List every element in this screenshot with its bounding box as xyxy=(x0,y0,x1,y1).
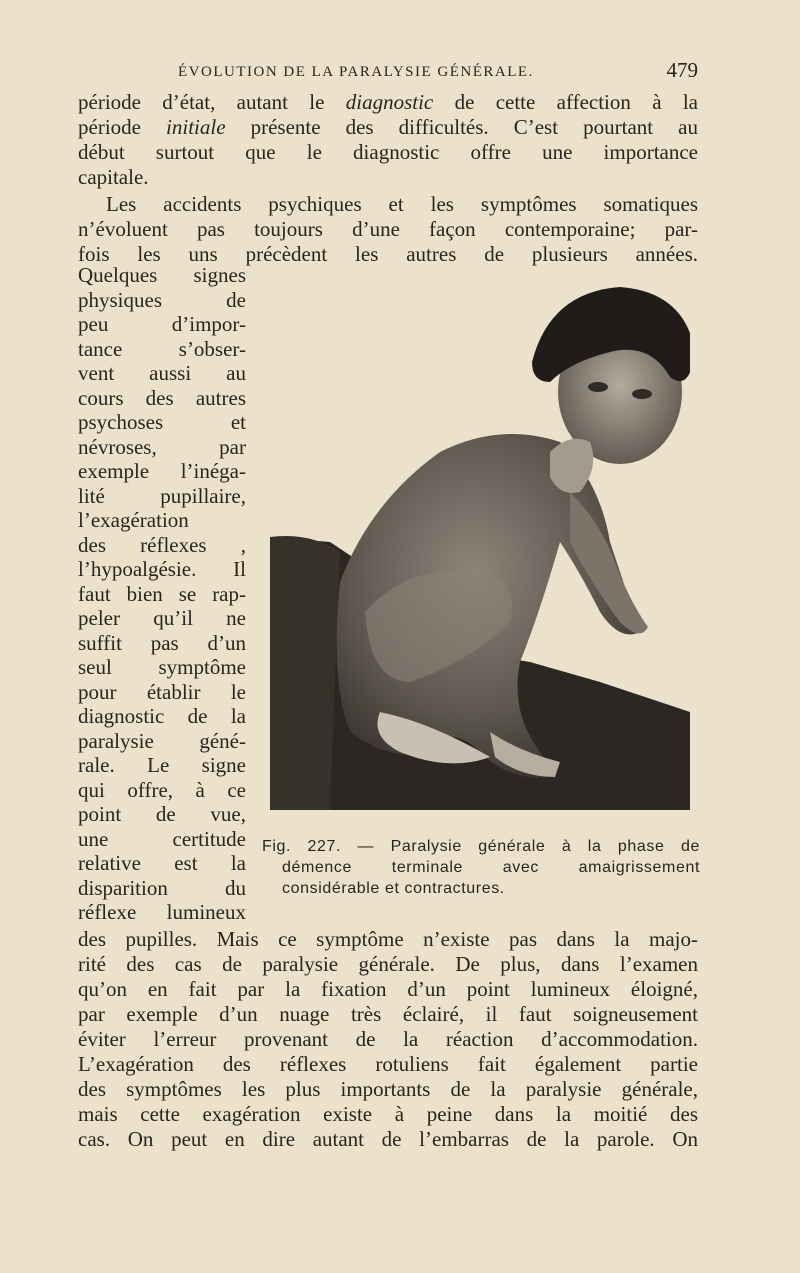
page-number: 479 xyxy=(666,58,698,82)
text-line: peler qu’il ne xyxy=(78,606,246,630)
text-line: suffit pas d’un xyxy=(78,630,246,655)
text-line: pour établir le xyxy=(78,679,246,704)
text-line: vent aussi au xyxy=(78,361,246,385)
text-line: réflexe lumineux xyxy=(78,900,246,924)
text-line: fois les uns précèdent les autres de plusieurs années. xyxy=(78,242,698,266)
text-line: qui offre, à ce xyxy=(78,777,246,802)
text-line: seul symptôme xyxy=(78,655,246,679)
text-line: n’évoluent pas toujours d’une façon contemporaine; par- xyxy=(78,217,698,241)
text-line: paralysie géné- xyxy=(78,728,246,753)
text-line: éviter l’erreur provenant de la réaction d’accommodation. xyxy=(78,1027,698,1051)
text-line: capitale. xyxy=(78,165,149,189)
text-line: faut bien se rap- xyxy=(78,581,246,606)
text-line: mais cette exagération existe à peine dans la moitié des xyxy=(78,1102,698,1126)
text-line: rité des cas de paralysie générale. De plus, dans l’examen xyxy=(78,952,698,976)
text-line: tance s’obser- xyxy=(78,336,246,361)
text-line: une certitude xyxy=(78,826,246,851)
text-line: lité pupillaire, xyxy=(78,483,246,508)
caption-line: considérable et contractures. xyxy=(282,880,505,897)
text-line: Quelques signes xyxy=(78,263,246,287)
text-line: des pupilles. Mais ce symptôme n’existe pas dans la majo- xyxy=(78,927,698,951)
text-line: diagnostic de la xyxy=(78,704,246,728)
text-line: qu’on en fait par la fixation d’un point lumineux éloigné, xyxy=(78,977,698,1001)
text-line: point de vue, xyxy=(78,802,246,826)
text-line: période d’état, autant le diagnostic de cette affection à la xyxy=(78,90,698,114)
text-line: cours des autres xyxy=(78,385,246,410)
text-line: cas. On peut en dire autant de l’embarras de la parole. On xyxy=(78,1127,698,1151)
caption-line: Fig. 227. — Paralysie générale à la phase de xyxy=(262,838,700,855)
text-line: des symptômes les plus importants de la paralysie générale, xyxy=(78,1077,698,1101)
text-line: peu d’impor- xyxy=(78,312,246,336)
figure-caption xyxy=(262,836,700,899)
text-line: des réflexes , xyxy=(78,532,246,557)
text-line: disparition du xyxy=(78,875,246,900)
paragraph-2 xyxy=(78,192,698,267)
text-line: exemple l’inéga- xyxy=(78,459,246,483)
text-line: l’hypoalgésie. Il xyxy=(78,557,246,581)
text-line: L’exagération des réflexes rotuliens fait également partie xyxy=(78,1052,698,1076)
text-line: par exemple d’un nuage très éclairé, il faut soigneusement xyxy=(78,1002,698,1026)
paragraph-3 xyxy=(78,927,698,1152)
page-header xyxy=(78,58,698,88)
text-line: rale. Le signe xyxy=(78,753,246,777)
caption-line: démence terminale avec amaigrissement xyxy=(282,859,700,876)
text-line: physiques de xyxy=(78,287,246,312)
text-line: l’exagération xyxy=(78,508,189,532)
narrow-text-column xyxy=(78,263,246,925)
patient-photograph xyxy=(270,282,690,810)
paragraph-1 xyxy=(78,90,698,190)
text-line: relative est la xyxy=(78,851,246,875)
text-line: période initiale présente des difficultés. C’est pourtant au xyxy=(78,115,698,139)
text-line: névroses, par xyxy=(78,434,246,459)
text-line: psychoses et xyxy=(78,410,246,434)
figure-227 xyxy=(270,282,690,810)
running-title: ÉVOLUTION DE LA PARALYSIE GÉNÉRALE. xyxy=(178,64,534,80)
text-line: début surtout que le diagnostic offre une importance xyxy=(78,140,698,164)
text-line: Les accidents psychiques et les symptômes somatiques xyxy=(106,192,698,216)
